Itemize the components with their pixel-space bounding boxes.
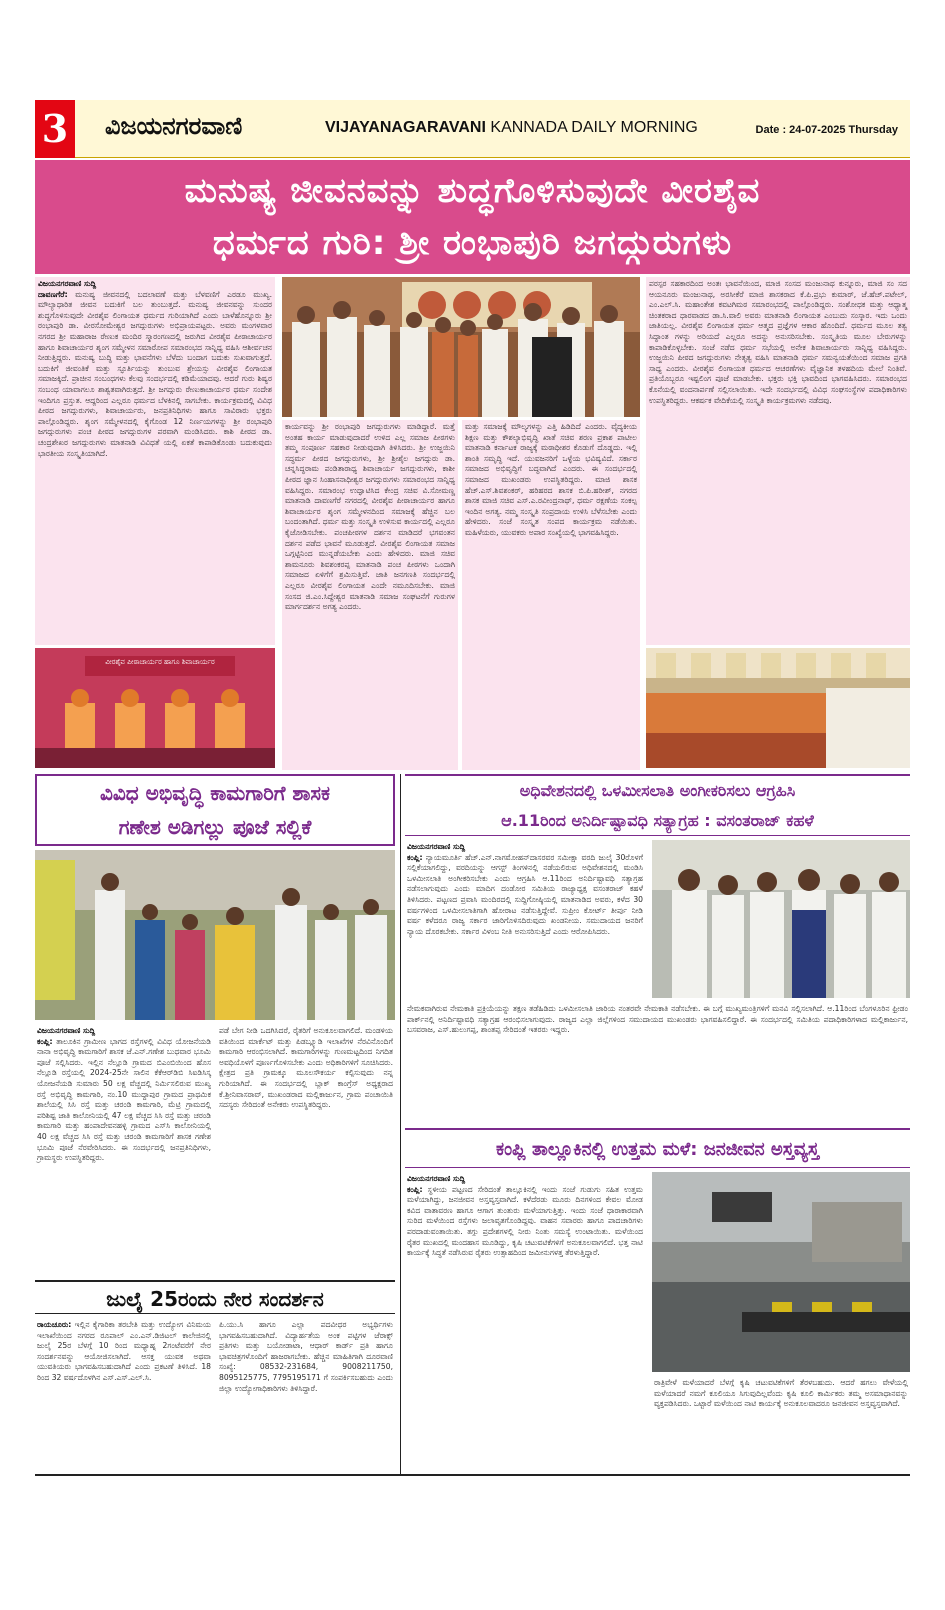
story2-photo <box>35 850 395 1020</box>
story5-headline: ಕಂಪ್ಲಿ ತಾಲ್ಲೂಕಿನಲ್ಲಿ ಉತ್ತಮ ಮಳೆ: ಜನಜೀವನ ಅಸ್ತವ್ಯಸ್ತ <box>405 1128 910 1168</box>
lead-main-photo <box>282 277 640 417</box>
lead-column-4 <box>646 277 910 645</box>
paper-tagline: KANNADA DAILY MORNING <box>490 119 698 136</box>
lead-audience-photo <box>646 648 910 768</box>
story4-byline: ವಿಜಯನಗರವಾಣಿ ಸುದ್ದಿ <box>407 842 466 851</box>
lead-text-1: ಮನುಷ್ಯ ಜೀವನದಲ್ಲಿ ಬದಲಾವಣೆ ಮತ್ತು ಬೆಳವಣಿಗೆ ಎರಡೂ ಮುಖ್ಯ. ಮೌಲ್ಯಾಧಾರಿತ ಜೀವನ ಬದುಕಿಗೆ ಬಲ ತುಂಬುತ್ತದೆ. ಮನುಷ್ಯ ಜೀವನವನ್ನು ಸುಂದರ ಶುದ್ಧಗೊಳಿಸುವುದೇ ವೀರಶೈವ ಲಿಂಗಾಯತ ಧರ್ಮದ ಗುರಿಯಾಗಿದೆ ಎಂದು ಬಾಳೆಹೊನ್ನೂರು ಶ್ರೀ ರಂಭಾಪುರಿ ಡಾ. ವೀರಸೋಮೇಶ್ವರ ಜಗದ್ಗುರುಗಳು ಅಭಿಪ್ರಾಯಪಟ್ಟರು. ಅವರು ಮಂಗಳವಾರ ನಗರದ ಶ್ರೀ ಮಹಾರಾಜ ರೇಣುಕ ಮಂದಿರ ಸ್ಮಾರಂಗಣದಲ್ಲಿ ಜರುಗಿದ ವೀರಶೈವ ಪೀಠಾಚಾರ್ಯರ ಹಾಗೂ ಶಿವಾಚಾರ್ಯರ ಶೃಂಗ ಸಮ್ಮೇಳನ ಸಮಾರೋಪ ಸಮಾರಂಭದ ಸಾನ್ನಿಧ್ಯ ವಹಿಸಿ ಆಶೀರ್ವಚನ ನೀಡುತ್ತಿದ್ದರು. ಮನುಷ್ಯ ಬುದ್ಧಿ ಮತ್ತು ಭಾವನೆಗಳು ಬೆಳೆದು ಬಂದಾಗ ಬದುಕು ಸುಖವಾಗುತ್ತದೆ. ಬದುಕಿಗೆ ಜೀವಂತಿಕೆ ಮತ್ತು ಸ್ಫೂರ್ತಿಯನ್ನು ತುಂಬುವ ಶ್ರೇಯಸ್ಸು ವೀರಶೈವ ಲಿಂಗಾಯತ ಸಮಾಜಕ್ಕಿದೆ. ಪ್ರಾಚೀನ ಸಂಬಂಧಗಳು ಕೆಲವು ಸಂದರ್ಭದಲ್ಲಿ ಕಡಿಮೆಯಾದವು. ಆದರೆ ಗುರು ಶಿಷ್ಯರ ಸಂಬಂಧ ಯಾವಾಗಲೂ ಶಾಶ್ವತವಾಗಿರುತ್ತದೆ. ಶ್ರೀ ಜಗದ್ಗುರು ರೇಣುಕಾಚಾರ್ಯರ ಧರ್ಮ ಸಂದೇಶ ಇಂದಿಗೂ ಪ್ರಸ್ತುತ. ಆದ್ದರಿಂದ ಎಲ್ಲರೂ ಧರ್ಮದ ಬೆಳಕಿನಲ್ಲಿ ಸಾಗಬೇಕು. ಕಾರ್ಯಕ್ರಮದಲ್ಲಿ ವಿವಿಧ ಪೀಠದ ಜಗದ್ಗುರುಗಳು, ಶಿವಾಚಾರ್ಯರು, ಜನಪ್ರತಿನಿಧಿಗಳು ಹಾಗೂ ಸಾವಿರಾರು ಭಕ್ತರು ಪಾಲ್ಗೊಂಡಿದ್ದರು. ಶೃಂಗ ಸಮ್ಮೇಳನದಲ್ಲಿ ಕೈಗೊಂಡ 12 ನಿರ್ಣಯಗಳನ್ನು ಶ್ರೀ ರಂಭಾಪುರಿ ಜಗದ್ಗುರುಗಳು ಪಂಚ ಪೀಠದ ಜಗದ್ಗುರುಗಳ ಪರವಾಗಿ ಮಂಡಿಸಿದರು. ಕಾಶಿ ಪೀಠದ ಡಾ. ಚಂದ್ರಶೇಖರ ಜಗದ್ಗುರುಗಳು ಮಾತನಾಡಿ ವಿವಿಧತೆ ಯಲ್ಲಿ ಏಕತೆ ಕಾಪಾಡಿಕೊಂಡು ಬದುಕುವುದು ಭಾರತೀಯ ಸಂಸ್ಕೃತಿಯಾಗಿದೆ. <box>38 289 272 458</box>
story3-headline: ಜುಲೈ 25ರಂದು ನೇರ ಸಂದರ್ಶನ <box>35 1280 395 1314</box>
story4-text-2: ನೇಮಕವಾಗಿರುವ ನೇಮಕಾತಿ ಪ್ರಕ್ರಿಯೆಯನ್ನು ತಕ್ಷಣ ತಡೆಹಿಡಿದು ಒಳಮೀಸಲಾತಿ ಜಾರಿಯ ನಂತರವೇ ನೇಮಕಾತಿ ನಡೆಸಬೇಕು. ಈ ಬಗ್ಗೆ ಮುಖ್ಯಮಂತ್ರಿಗಳಿಗೆ ಮನವಿ ಸಲ್ಲಿಸಲಾಗಿದೆ. ಆ.11ರಿಂದ ಬೆಂಗಳೂರಿನ ಫ್ರೀಡಂ ಪಾರ್ಕ್‌ನಲ್ಲಿ ಅನಿರ್ದಿಷ್ಟಾವಧಿ ಸತ್ಯಾಗ್ರಹ ಆರಂಭಿಸಲಾಗುವುದು. ರಾಜ್ಯದ ಎಲ್ಲಾ ಜಿಲ್ಲೆಗಳಿಂದ ಸಮುದಾಯದ ಮುಖಂಡರು ಭಾಗವಹಿಸಲಿದ್ದಾರೆ. ಈ ಸಂದರ್ಭದಲ್ಲಿ ಸಮಿತಿಯ ಪದಾಧಿಕಾರಿಗಳಾದ ಮಲ್ಲಿಕಾರ್ಜುನ, ಬಸವರಾಜ, ಎಸ್.ಹುಲುಗಪ್ಪ, ಶಾಂತಪ್ಪ ಸೇರಿದಂತೆ ಇತರರು ಇದ್ದರು. <box>407 1004 908 1035</box>
stage-banner-caption: ವೀರಶೈವ ಪೀಠಾಚಾರ್ಯರ ಹಾಗೂ ಶಿವಾಚಾರ್ಯರ <box>105 658 215 666</box>
story5-dateline: ಕಂಪ್ಲಿ: <box>407 1184 423 1194</box>
paper-name-english <box>325 119 698 137</box>
ground-breaking-photo-image <box>35 850 395 1020</box>
story4-column-2 <box>405 1002 910 1122</box>
story2-headline-line2: ಗಣೇಶ ಅಡಿಗಲ್ಲು ಪೂಜೆ ಸಲ್ಲಿಕೆ <box>118 815 312 839</box>
lead-byline: ವಿಜಯನಗರವಾಣಿ ಸುದ್ದಿ <box>38 279 97 288</box>
story4-dateline: ಕಂಪ್ಲಿ: <box>407 852 423 862</box>
story2-headline <box>35 774 395 846</box>
lead-dateline: ದಾವಣಗೆರೆ: <box>38 289 68 299</box>
press-meet-photo-image <box>652 840 910 998</box>
audience-photo-image <box>646 648 910 768</box>
story3-text-1: ಇಲ್ಲಿನ ಕೈಗಾರಿಕಾ ತರಬೇತಿ ಮತ್ತು ಉದ್ಯೋಗ ವಿನಿಮಯ ಇಲಾಖೆಯಿಂದ ನಗರದ ರೂಪಾಲ್ ಎಂ.ಎನ್.ಡಿಜಿಟಲ್ ಕಾಲೇಜಿನಲ್ಲಿ ಜುಲೈ 25ರ ಬೆಳಗ್ಗೆ 10 ರಿಂದ ಮಧ್ಯಾಹ್ನ 2ಗಂಟೆವರೆಗೆ ನೇರ ಸಂದರ್ಶನವನ್ನು ಆಯೋಜಿಸಲಾಗಿದೆ. ಆಸಕ್ತ ಯುವಕ ಅಥವಾ ಯುವತಿಯರು ಭಾಗವಹಿಸಬಹುದಾಗಿದೆ ಎಂದು ಪ್ರಕಟಣೆ ತಿಳಿಸಿದೆ. 18 ರಿಂದ 32 ವರ್ಷದೊಳಗಿನ ಎಸ್.ಎಸ್.ಎಲ್.ಸಿ. <box>37 1320 211 1382</box>
lead-stage-photo <box>35 648 275 768</box>
story4-column-1 <box>405 840 645 1000</box>
lead-headline-banner <box>35 160 910 274</box>
story4-headline <box>405 774 910 836</box>
story4-headline-line1: ಅಧಿವೇಶನದಲ್ಲಿ ಒಳಮೀಸಲಾತಿ ಅಂಗೀಕರಿಸಲು ಆಗ್ರಹಿಸಿ <box>519 781 796 800</box>
story2-column-1 <box>35 1024 213 1274</box>
lead-headline-line2: ಧರ್ಮದ ಗುರಿ: ಶ್ರೀ ರಂಭಾಪುರಿ ಜಗದ್ಗುರುಗಳು <box>212 223 733 263</box>
page-number: 3 <box>35 100 75 158</box>
masthead <box>35 100 910 158</box>
story2-text-2: ಪಡೆ ಬೇಗ ನೀಡಿ ಒದಗಿಸಿದರೆ, ರೈತರಿಗೆ ಅನುಕೂಲವಾಗಲಿದೆ. ಮಂಡಳಿಯ ವತಿಯಿಂದ ಮಾರ್ಕೆಟ್ ಮತ್ತು ಪಿಡಬ್ಲ್ಯೂಡಿ ಇಲಾಖೆಗಳ ನೆರವಿನೊಂದಿಗೆ ಕಾಮಗಾರಿ ಆರಂಭಿಸಲಾಗಿದೆ. ಕಾಮಗಾರಿಗಳನ್ನು ಗುಣಮಟ್ಟದಿಂದ ನಿಗದಿತ ಅವಧಿಯೊಳಗೆ ಪೂರ್ಣಗೊಳಿಸಬೇಕು ಎಂದು ಅಧಿಕಾರಿಗಳಿಗೆ ಸೂಚಿಸಿದರು. ಕ್ಷೇತ್ರದ ಪ್ರತಿ ಗ್ರಾಮಕ್ಕೂ ಮೂಲಸೌಕರ್ಯ ಕಲ್ಪಿಸುವುದು ನನ್ನ ಗುರಿಯಾಗಿದೆ. ಈ ಸಂದರ್ಭದಲ್ಲಿ ಬ್ಲಾಕ್ ಕಾಂಗ್ರೆಸ್ ಅಧ್ಯಕ್ಷರಾದ ಕೆ.ಶ್ರೀನಿವಾಸರಾವ್, ಮುಖಂಡರಾದ ಮಲ್ಲಿಕಾರ್ಜುನ, ಗ್ರಾಮ ಪಂಚಾಯಿತಿ ಸದಸ್ಯರು ಸೇರಿದಂತೆ ಅನೇಕರು ಉಪಸ್ಥಿತರಿದ್ದರು. <box>219 1026 393 1110</box>
story2-dateline: ಕಂಪ್ಲಿ: <box>37 1036 53 1046</box>
story3-dateline: ರಾಯಚೂರು: <box>37 1320 72 1329</box>
issue-date: Date : 24-07-2025 Thursday <box>755 124 898 136</box>
crowd-photo-image <box>282 277 640 417</box>
lead-text-2: ಕಾರ್ಯವನ್ನು ಶ್ರೀ ರಂಭಾಪುರಿ ಜಗದ್ಗುರುಗಳು ಮಾಡಿದ್ದಾರೆ. ಮತ್ತೆ ಅಂತಹ ಕಾರ್ಯ ಮಾಡುವುದಾದರೆ ಉಳಿದ ಎಲ್ಲ ಸಮಾಜ ಪೀಠಗಳು ತಮ್ಮ ಸಂಪೂರ್ಣ ಸಹಕಾರ ನೀಡುವುದಾಗಿ ತಿಳಿಸಿದರು. ಶ್ರೀ ಉಜ್ಜಯಿನಿ ಸದ್ಧರ್ಮ ಪೀಠದ ಜಗದ್ಗುರುಗಳು, ಶ್ರೀ ಶ್ರೀಶೈಲ ಜಗದ್ಗುರು ಡಾ. ಚನ್ನಸಿದ್ಧರಾಮ ಪಂಡಿತಾರಾಧ್ಯ ಶಿವಾಚಾರ್ಯ ಜಗದ್ಗುರುಗಳು, ಕಾಶೀ ಪೀಠದ ಜ್ಞಾನ ಸಿಂಹಾಸನಾಧೀಶ್ವರ ಜಗದ್ಗುರುಗಳು ಸಮಾರಂಭದ ಸಾನ್ನಿಧ್ಯ ವಹಿಸಿದ್ದರು. ಸಮಾರಂಭ ಉದ್ಘಾಟಿಸಿದ ಕೇಂದ್ರ ಸಚಿವ ವಿ.ಸೋಮಣ್ಣ ಮಾತನಾಡಿ ದಾವಣಗೆರೆ ನಗರದಲ್ಲಿ ವೀರಶೈವ ಪೀಠಾಚಾರ್ಯರ ಹಾಗೂ ಶಿವಾಚಾರ್ಯರ ಶೃಂಗ ಸಮ್ಮೇಳನದಿಂದ ಸಮಾಜಕ್ಕೆ ಹೆಚ್ಚಿನ ಬಲ ಬಂದಂತಾಗಿದೆ. ಧರ್ಮ ಮತ್ತು ಸಂಸ್ಕೃತಿ ಉಳಿಸುವ ಕಾರ್ಯದಲ್ಲಿ ಎಲ್ಲರೂ ಕೈಜೋಡಿಸಬೇಕು. ಪಂಚಪೀಠಗಳ ದರ್ಶನ ಮಾಡಿದರೆ ಭಗವಂತನ ದರ್ಶನ ಪಡೆದ ಭಾವನೆ ಮೂಡುತ್ತದೆ. ವೀರಶೈವ ಲಿಂಗಾಯತ ಸಮಾಜ ಒಗ್ಗಟ್ಟಿನಿಂದ ಮುನ್ನಡೆಯಬೇಕು ಎಂದು ಹೇಳಿದರು. ಮಾಜಿ ಸಚಿವ ಶಾಮನೂರು ಶಿವಶಂಕರಪ್ಪ ಮಾತನಾಡಿ ಪಂಚ ಪೀಠಗಳು ಒಂದಾಗಿ ಸಮಾಜದ ಏಳಿಗೆಗೆ ಶ್ರಮಿಸುತ್ತಿವೆ. ಜಾತಿ ಜನಗಣತಿ ಸಂದರ್ಭದಲ್ಲಿ ಎಲ್ಲರೂ ವೀರಶೈವ ಲಿಂಗಾಯತ ಎಂದೇ ನಮೂದಿಸಬೇಕು. ಮಾಜಿ ಸಂಸದ ಜಿ.ಎಂ.ಸಿದ್ದೇಶ್ವರ ಮಾತನಾಡಿ ಸಮಾಜ ಸಂಘಟನೆಗೆ ಗುರುಗಳ ಮಾರ್ಗದರ್ಶನ ಅಗತ್ಯ ಎಂದರು. <box>285 422 455 612</box>
rain-street-photo-image <box>652 1172 910 1372</box>
paper-name-kannada: ವಿಜಯನಗರವಾಣಿ <box>105 112 243 140</box>
story5-byline: ವಿಜಯನಗರವಾಣಿ ಸುದ್ದಿ <box>407 1174 466 1183</box>
paper-name-english-title: VIJAYANAGARAVANI <box>325 119 486 136</box>
lead-text-4: ಪರಸ್ಪರ ಸಹಕಾರದಿಂದ ಅಂತಃ ಭಾವನೆಯಿಂದ, ಮಾಜಿ ಸಂಸದ ಮಂಜುನಾಥ ಕುನ್ನೂರು, ಮಾಜಿ ಸಂ ಸದ ಆಯನೂರು ಮಂಜುನಾಥ, ಅರಸೀಕೆರೆ ಮಾಜಿ ಶಾಸಕರಾದ ಕೆ.ಪಿ.ಪ್ರಭು ಕುಮಾರ್, ಜೆ.ಹೆಚ್.ಪಟೇಲ್, ಎಂ.ಎಲ್.ಸಿ. ಮಹಾಂತೇಶ ಕವಟಗಿಮಠ ಸಮಾರಂಭದಲ್ಲಿ ಪಾಲ್ಗೊಂಡಿದ್ದರು. ಸಂಶೋಧಕ ಮತ್ತು ಆಧ್ಯಾತ್ಮ ಚಿಂತಕರಾದ ಧಾರವಾಡದ ಡಾ.ಸಿ.ವಾಲಿ ಅವರು ಮಾತನಾಡಿ ಲಿಂಗಾಯತ ಎಂಬುದು ಸಂಸ್ಕಾರ. ಇದು ಒಂದು ಜಾತಿಯಲ್ಲ. ವೀರಶೈವ ಲಿಂಗಾಯತ ಧರ್ಮ ಆತ್ಮದ ಪ್ರಜ್ಞೆಗಳ ಆಕಾರ ಹೊಂದಿದೆ. ಧರ್ಮದ ಮೂಲ ತತ್ವ ಸಿದ್ಧಾಂತ ಗಳನ್ನು ಅರಿಯದೆ ಎಲ್ಲರೂ ಅದನ್ನು ಅನುಸರಿಸಬೇಕು. ಸಂಸ್ಕೃತಿಯ ಮೂಲ ಬೇರುಗಳನ್ನು ಕಾಪಾಡಿಕೊಳ್ಳಬೇಕು. ಸಂಜೆ ನಡೆದ ಧರ್ಮ ಸಭೆಯಲ್ಲಿ ಅನೇಕ ಶಿವಾಚಾರ್ಯರು ಸಾನ್ನಿಧ್ಯ ವಹಿಸಿದ್ದರು. ಉಜ್ಜಯಿನಿ ಪೀಠದ ಜಗದ್ಗುರುಗಳು ನೇತೃತ್ವ ವಹಿಸಿ ಮಾತನಾಡಿ ಧರ್ಮ ಸಮನ್ವಯತೆಯಿಂದ ಸಮಾಜ ಪ್ರಗತಿ ಸಾಧ್ಯ ಎಂದರು. ವೀರಶೈವ ಲಿಂಗಾಯತ ಧರ್ಮದ ಆಚರಣೆಗಳು ವೈಜ್ಞಾನಿಕ ತಳಹದಿಯ ಮೇಲೆ ನಿಂತಿವೆ. ಪ್ರತಿಯೊಬ್ಬರೂ ಇಷ್ಟಲಿಂಗ ಪೂಜೆ ಮಾಡಬೇಕು. ಭಕ್ತರು ಭಕ್ತಿ ಭಾವದಿಂದ ಭಾಗವಹಿಸಿದರು. ಸಮಾರಂಭದ ಕೊನೆಯಲ್ಲಿ ವಂದನಾರ್ಪಣೆ ಸಲ್ಲಿಸಲಾಯಿತು. ಇದೇ ಸಂದರ್ಭದಲ್ಲಿ ವಿವಿಧ ಸಂಘಸಂಸ್ಥೆಗಳ ಪದಾಧಿಕಾರಿಗಳು ಉಪಸ್ಥಿತರಿದ್ದರು. ಆಕರ್ಷಕ ವೇದಿಕೆಯಲ್ಲಿ ಸಂಸ್ಕೃತಿ ಕಾರ್ಯಕ್ರಮಗಳು ನಡೆದವು. <box>649 279 907 405</box>
story5-text-1: ಸ್ಥಳೀಯ ಪಟ್ಟಣದ ಸೇರಿದಂತೆ ತಾಲ್ಲೂಕಿನಲ್ಲಿ ಇಂದು ಸಂಜೆ ಗುಡುಗು ಸಹಿತ ಉತ್ತಮ ಮಳೆಯಾಗಿದ್ದು, ಜನಜೀವನ ಅಸ್ತವ್ಯಸ್ತವಾಗಿದೆ. ಕಳೆದೆರಡು ಮೂರು ದಿನಗಳಿಂದ ಕೇವಲ ಮೋಡ ಕವಿದ ವಾತಾವರಣ ಹಾಗೂ ಆಗಾಗ ತುಂತುರು ಮಳೆಯಾಗುತ್ತಿತ್ತು. ಇಂದು ಸಂಜೆ ಧಾರಾಕಾರವಾಗಿ ಸುರಿದ ಮಳೆಯಿಂದ ರಸ್ತೆಗಳು ಜಲಾವೃತಗೊಂಡಿದ್ದವು. ವಾಹನ ಸವಾರರು ಹಾಗೂ ಪಾದಚಾರಿಗಳು ಪರದಾಡುವಂತಾಯಿತು. ತಗ್ಗು ಪ್ರದೇಶಗಳಲ್ಲಿ ನೀರು ನಿಂತು ಸಮಸ್ಯೆ ಉಂಟಾಯಿತು. ಮಳೆಯಿಂದ ರೈತರ ಮುಖದಲ್ಲಿ ಮಂದಹಾಸ ಮೂಡಿದ್ದು, ಕೃಷಿ ಚಟುವಟಿಕೆಗಳಿಗೆ ಅನುಕೂಲವಾಗಲಿದೆ. ಭತ್ತ ನಾಟಿ ಕಾರ್ಯಕ್ಕೆ ಸಿದ್ಧತೆ ನಡೆಸಿರುವ ರೈತರು ಉತ್ಸಾಹದಿಂದ ಜಮೀನುಗಳತ್ತ ತೆರಳುತ್ತಿದ್ದಾರೆ. <box>407 1184 643 1258</box>
page-bottom-rule <box>35 1474 910 1476</box>
story5-column-2 <box>652 1376 910 1470</box>
story5-text-2: ರಾತ್ರಿವೇಳೆ ಮಳೆಯಾದರೆ ಬೆಳಗ್ಗೆ ಕೃಷಿ ಚಟುವಟಿಕೆಗಳಿಗೆ ತೆರಳಬಹುದು. ಆದರೆ ಹಗಲು ವೇಳೆಯಲ್ಲಿ ಮಳೆಯಾದರೆ ನಮಗೆ ಕೂಲಿಯೂ ಸಿಗುವುದಿಲ್ಲವೆಂದು ಕೃಷಿ ಕೂಲಿ ಕಾರ್ಮಿಕರು ತಮ್ಮ ಅಸಮಾಧಾನವನ್ನು ವ್ಯಕ್ತಪಡಿಸಿದರು. ಒಟ್ಟಾರೆ ಮಳೆಯಿಂದ ನಾಟಿ ಕಾರ್ಯಕ್ಕೆ ಅನುಕೂಲವಾದರೂ ಜನಜೀವನ ಅಸ್ತವ್ಯಸ್ತವಾಗಿದೆ. <box>654 1378 908 1409</box>
story5-column-1 <box>405 1172 645 1470</box>
story5-photo <box>652 1172 910 1372</box>
story4-photo <box>652 840 910 998</box>
lead-text-3: ಮತ್ತು ಸಮಾಜಕ್ಕೆ ಮೌಲ್ಯಗಳನ್ನು ಎತ್ತಿ ಹಿಡಿದಿದೆ ಎಂದರು. ವೈದ್ಯಕೀಯ ಶಿಕ್ಷಣ ಮತ್ತು ಕೌಶಲ್ಯಾಭಿವೃದ್ಧಿ ಖಾತೆ ಸಚಿವ ಶರಣ ಪ್ರಕಾಶ ಪಾಟೀಲ ಮಾತನಾಡಿ ಕರ್ನಾಟಕ ರಾಜ್ಯಕ್ಕೆ ಮಠಾಧೀಶರ ಕೊಡುಗೆ ದೊಡ್ಡದು. ಇಲ್ಲಿ ಶಾಂತಿ ಸಮೃದ್ಧಿ ಇದೆ. ಯುವಜನರಿಗೆ ಒಳ್ಳೆಯ ಭವಿಷ್ಯವಿದೆ. ಸರ್ಕಾರ ಸಮಾಜದ ಅಭಿವೃದ್ಧಿಗೆ ಬದ್ಧವಾಗಿದೆ ಎಂದರು. ಈ ಸಂದರ್ಭದಲ್ಲಿ ಸಮಾಜದ ಮುಖಂಡರು ಉಪಸ್ಥಿತರಿದ್ದರು. ಮಾಜಿ ಶಾಸಕ ಹೆಚ್.ಎಸ್.ಶಿವಶಂಕರ್, ಹರಿಹರದ ಶಾಸಕ ಬಿ.ಪಿ.ಹರೀಶ್, ನಗರದ ಶಾಸಕ ಮಾಜಿ ಸಚಿವ ಎಸ್.ಎ.ರವೀಂದ್ರನಾಥ್, ಧರ್ಮ ರಕ್ಷಣೆಯ ಸಂಕಲ್ಪ ಇಂದಿನ ಅಗತ್ಯ. ನಮ್ಮ ಸಂಸ್ಕೃತಿ ಸಂಪ್ರದಾಯ ಉಳಿಸಿ ಬೆಳೆಸಬೇಕು ಎಂದು ಹೇಳಿದರು. ಸಂಜೆ ಸಂಸ್ಕೃತ ಸಂಪದ ಕಾರ್ಯಕ್ರಮ ನಡೆಯಿತು. ಮಹಿಳೆಯರು, ಯುವಕರು ಅಪಾರ ಸಂಖ್ಯೆಯಲ್ಲಿ ಭಾಗವಹಿಸಿದ್ದರು. <box>465 422 637 537</box>
story2-text-1: ತಾಲೂಕಿನ ಗ್ರಾಮೀಣ ಭಾಗದ ರಸ್ತೆಗಳಲ್ಲಿ ವಿವಿಧ ಯೋಜನೆಯಡಿ ನಾನಾ ಅಭಿವೃದ್ಧಿ ಕಾಮಗಾರಿಗೆ ಶಾಸಕ ಜೆ.ಎನ್.ಗಣೇಶ ಬುಧವಾರ ಭೂಮಿ ಪೂಜೆ ಸಲ್ಲಿಸಿದರು. ಇಲ್ಲಿನ ನೆಲ್ಲೂಡಿ ಗ್ರಾಮದ ಬಿಎಂಬಿಯಿಂದ ಹೊಸ ನೆಲ್ಲೂಡಿ ರಸ್ತೆಯಲ್ಲಿ 2024-25ನೇ ಸಾಲಿನ ಕೆಕೆಆರ್‌ಡಿಬಿ ಸಿಐಡಿಸಿಸ್ಕ ಯೋಜನೆಯಡಿ ಸುಮಾರು 50 ಲಕ್ಷ ವೆಚ್ಚದಲ್ಲಿ ನಿರ್ಮಿಸಲಿರುವ ಮುಖ್ಯ ರಸ್ತೆ ಅಭಿವೃದ್ಧಿ ಕಾಮಗಾರಿ, ನಂ.10 ಮುದ್ದಾಪುರ ಗ್ರಾಮದ ಪ್ರಾಥಮಿಕ ಶಾಲೆಯಲ್ಲಿ ಸಿಸಿ ರಸ್ತೆ ಮತ್ತು ಚರಂಡಿ ಕಾಮಗಾರಿ, ಮೆಟ್ರಿ ಗ್ರಾಮದಲ್ಲಿ ಪರಿಶಿಷ್ಟ ಜಾತಿ ಕಾಲೋನಿಯಲ್ಲಿ 47 ಲಕ್ಷ ವೆಚ್ಚದ ಸಿಸಿ ರಸ್ತೆ ಮತ್ತು ಚರಂಡಿ ಕಾಮಗಾರಿ ಮತ್ತು ಹಂಪಾದೇವನಹಳ್ಳಿ ಗ್ರಾಮದ ಎಸ್‌ಸಿ ಕಾಲೋನಿಯಲ್ಲಿ 40 ಲಕ್ಷ ವೆಚ್ಚದ ಸಿಸಿ ರಸ್ತೆ ಮತ್ತು ಚರಂಡಿ ಕಾಮಗಾರಿಗೆ ಶಾಸಕ ಗಣೇಶ ಭೂಮಿ ಪೂಜೆ ನೆರವೇರಿಸಿದರು. ಈ ಸಂದರ್ಭದಲ್ಲಿ ಜನಪ್ರತಿನಿಧಿಗಳು, ಗ್ರಾಮಸ್ಥರು ಉಪಸ್ಥಿತರಿದ್ದರು. <box>37 1036 211 1163</box>
story4-text-1: ನ್ಯಾಯಮೂರ್ತಿ ಹೆಚ್.ಎನ್.ನಾಗಮೋಹನ್‌ದಾಸರವರ ಸಮೀಕ್ಷಾ ವರದಿ ಜುಲೈ 30ರೊಳಗೆ ಸಲ್ಲಿಕೆಯಾಗಲಿದ್ದು, ವರದಿಯನ್ನು ಆಗಸ್ಟ್ ತಿಂಗಳಿನಲ್ಲಿ ನಡೆಯಲಿರುವ ಅಧಿವೇಶನದಲ್ಲಿ ಮಂಡಿಸಿ ಒಳಮೀಸಲಾತಿ ಅಂಗೀಕರಿಸಬೇಕು ಎಂದು ಆಗ್ರಹಿಸಿ ಆ.11ರಿಂದ ಅನಿರ್ದಿಷ್ಟಾವಧಿ ಸತ್ಯಾಗ್ರಹ ನಡೆಸಲಾಗುವುದು ಎಂದು ಮಾದಿಗ ದಂಡೋರ ಸಮಿತಿಯ ರಾಜ್ಯಾಧ್ಯಕ್ಷ ವಸಂತರಾಜ್ ಕಹಳೆ ತಿಳಿಸಿದರು. ಪಟ್ಟಣದ ಪ್ರವಾಸಿ ಮಂದಿರದಲ್ಲಿ ಸುದ್ದಿಗೋಷ್ಠಿಯಲ್ಲಿ ಮಾತನಾಡಿದ ಅವರು, ಕಳೆದ 30 ವರ್ಷಗಳಿಂದ ಒಳಮೀಸಲಾತಿಗಾಗಿ ಹೋರಾಟ ನಡೆಸುತ್ತಿದ್ದೇವೆ. ಸುಪ್ರೀಂ ಕೋರ್ಟ್ ತೀರ್ಪು ನೀಡಿ ವರ್ಷ ಕಳೆದರೂ ರಾಜ್ಯ ಸರ್ಕಾರ ಜಾರಿಗೊಳಿಸದಿರುವುದು ಖಂಡನೀಯ. ಸಮುದಾಯದ ಜನರಿಗೆ ನ್ಯಾಯ ದೊರಕಬೇಕು. ಸರ್ಕಾರ ವಿಳಂಬ ನೀತಿ ಅನುಸರಿಸುತ್ತಿದೆ ಎಂದು ಆರೋಪಿಸಿದರು. <box>407 852 643 936</box>
story3-column-1 <box>35 1318 213 1468</box>
story3-column-2 <box>217 1318 395 1468</box>
lead-column-3 <box>462 420 640 770</box>
story4-headline-line2: ಆ.11ರಿಂದ ಅನಿರ್ದಿಷ್ಟಾವಧಿ ಸತ್ಯಾಗ್ರಹ : ವಸಂತರಾಜ್ ಕಹಳೆ <box>501 811 814 830</box>
story2-byline: ವಿಜಯನಗರವಾಣಿ ಸುದ್ದಿ <box>37 1026 96 1035</box>
story2-headline-line1: ವಿವಿಧ ಅಭಿವೃದ್ಧಿ ಕಾಮಗಾರಿಗೆ ಶಾಸಕ <box>99 781 330 805</box>
story3-text-2: ಪಿ.ಯು.ಸಿ ಹಾಗೂ ಎಲ್ಲಾ ಪದವೀಧರ ಅಭ್ಯರ್ಥಿಗಳು ಭಾಗವಹಿಸಬಹುದಾಗಿದೆ. ವಿದ್ಯಾರ್ಹತೆಯ ಅಂಕ ಪಟ್ಟಿಗಳ ಜೆರಾಕ್ಸ್ ಪ್ರತಿಗಳು ಮತ್ತು ಬಯೋಡಾಟಾ, ಆಧಾರ್ ಕಾರ್ಡ್ ಪ್ರತಿ ಹಾಗೂ ಭಾವಚಿತ್ರಗಳೊಂದಿಗೆ ಹಾಜರಾಗಬೇಕು. ಹೆಚ್ಚಿನ ಮಾಹಿತಿಗಾಗಿ ದೂರವಾಣಿ ಸಂಖ್ಯೆ: 08532-231684, 9008211750, 8095125775, 7795195171 ಗೆ ಸಂಪರ್ಕಿಸಬಹುದು ಎಂದು ಜಿಲ್ಲಾ ಉದ್ಯೋಗಾಧಿಕಾರಿಗಳು ತಿಳಿಸಿದ್ದಾರೆ. <box>219 1320 393 1393</box>
lead-headline-line1: ಮನುಷ್ಯ ಜೀವನವನ್ನು ಶುದ್ಧಗೊಳಿಸುವುದೇ ವೀರಶೈವ <box>184 171 761 211</box>
lead-column-2 <box>282 420 458 770</box>
column-divider <box>400 774 401 1474</box>
story2-column-2 <box>217 1024 395 1274</box>
lead-column-1 <box>35 277 275 645</box>
